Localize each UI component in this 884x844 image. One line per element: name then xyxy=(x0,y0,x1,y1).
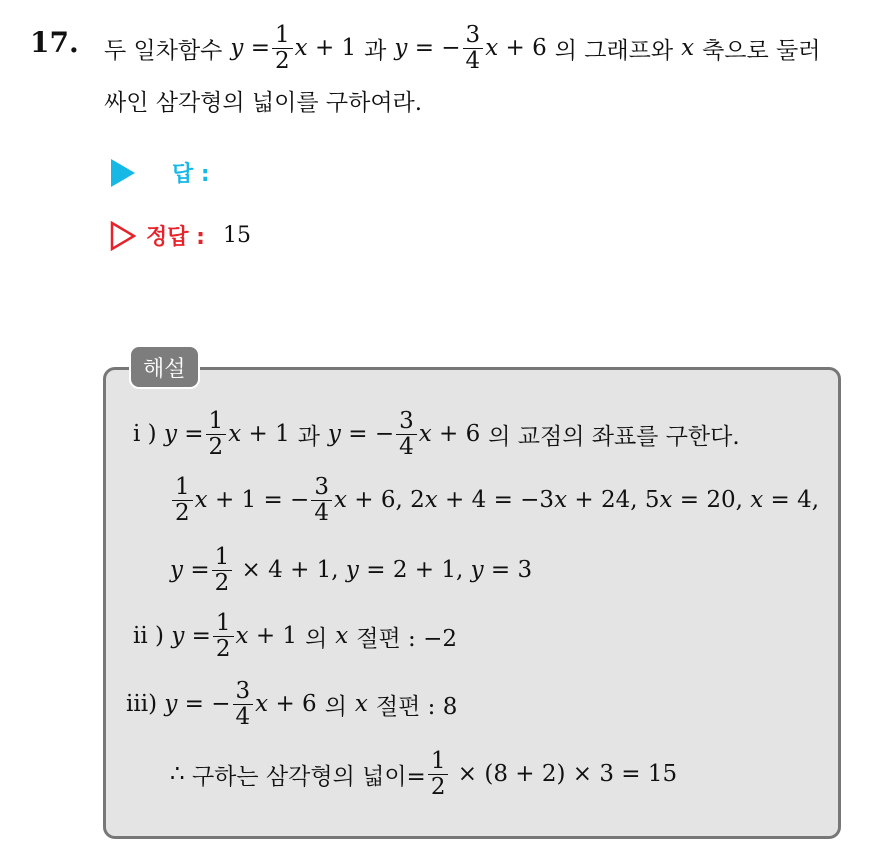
var-x: x xyxy=(554,487,568,513)
therefore-symbol: ∴ xyxy=(170,761,185,787)
expression: + 6 xyxy=(275,691,317,717)
question-text: 의 그래프와 xyxy=(554,37,674,64)
solution-text: 의 xyxy=(305,625,328,652)
expression: + 4 = −3 xyxy=(445,487,555,513)
numerator: 3 xyxy=(463,23,484,48)
numerator: 1 xyxy=(428,749,449,774)
var-x: x xyxy=(418,421,432,447)
numerator: 3 xyxy=(396,409,417,434)
var-y: y xyxy=(230,35,244,61)
play-icon xyxy=(110,158,136,188)
solution-step-1 xyxy=(133,404,740,464)
expression: + 1 xyxy=(248,421,290,447)
numerator: 3 xyxy=(311,475,332,500)
var-y: y xyxy=(164,691,178,717)
var-x: x xyxy=(659,487,673,513)
expression: + 6, 2 xyxy=(354,487,425,513)
denominator: 2 xyxy=(275,47,290,74)
expression: × (8 + 2) × 3 = 15 xyxy=(457,761,678,787)
fraction xyxy=(213,611,234,660)
fraction xyxy=(212,545,233,594)
question-text: 두 일차함수 xyxy=(104,37,223,64)
solution-text: 과 xyxy=(297,423,320,450)
var-y: y xyxy=(470,557,484,583)
numerator: 3 xyxy=(233,679,254,704)
solution-step-5 xyxy=(126,674,457,734)
correct-answer-row xyxy=(110,220,251,251)
solution-text: 절편 : −2 xyxy=(356,625,457,652)
var-x: x xyxy=(235,623,249,649)
numerator: 1 xyxy=(272,23,293,48)
expression: = 2 + 1, xyxy=(366,557,464,583)
var-y: y xyxy=(327,421,341,447)
solution-text: 구하는 삼각형의 넓이= xyxy=(191,763,426,790)
fraction xyxy=(272,23,293,72)
expression: + 6 xyxy=(439,421,481,447)
var-x: x xyxy=(681,35,695,61)
fraction xyxy=(396,409,417,458)
fraction xyxy=(311,475,332,524)
correct-answer-label: 정답 : xyxy=(146,225,205,250)
step-marker: ii ) xyxy=(133,623,164,649)
var-y: y xyxy=(394,35,408,61)
solution-text: 의 교점의 좌표를 구한다. xyxy=(488,423,740,450)
solution-step-4 xyxy=(133,606,457,666)
denominator: 4 xyxy=(465,47,481,74)
step-marker: iii) xyxy=(126,691,158,717)
fraction xyxy=(233,679,254,728)
answer-label: 답 : xyxy=(172,162,210,187)
denominator: 4 xyxy=(314,499,329,526)
denominator: 2 xyxy=(208,433,224,460)
fraction xyxy=(463,23,484,72)
equals: = − xyxy=(184,691,231,717)
answer-row xyxy=(110,157,228,188)
play-outline-icon xyxy=(110,221,136,251)
question-text: 과 xyxy=(364,37,387,64)
denominator: 4 xyxy=(235,703,251,730)
correct-answer-value: 15 xyxy=(222,223,251,248)
var-x: x xyxy=(354,691,368,717)
expression: × 4 + 1, xyxy=(241,557,339,583)
equals: = − xyxy=(348,421,395,447)
expression: + 1 = − xyxy=(214,487,310,513)
denominator: 2 xyxy=(430,773,446,800)
denominator: 2 xyxy=(215,635,231,662)
var-x: x xyxy=(335,623,349,649)
equals: = xyxy=(184,421,204,447)
numerator: 1 xyxy=(206,409,227,434)
solution-text: 절편 : 8 xyxy=(375,693,458,720)
expression: = 4, xyxy=(770,487,820,513)
expression: = 3 xyxy=(490,557,533,583)
var-x: x xyxy=(424,487,438,513)
denominator: 2 xyxy=(175,499,190,526)
expression: + 24, 5 xyxy=(574,487,660,513)
solution-step-2 xyxy=(170,470,819,530)
var-x: x xyxy=(485,35,499,61)
var-y: y xyxy=(171,623,185,649)
numerator: 1 xyxy=(212,545,233,570)
equals: = − xyxy=(414,35,461,61)
solution-text: 의 xyxy=(324,693,347,720)
expression: + 1 xyxy=(255,623,298,649)
var-x: x xyxy=(255,691,269,717)
numerator: 1 xyxy=(172,475,193,500)
var-y: y xyxy=(163,421,177,447)
var-x: x xyxy=(750,487,764,513)
var-x: x xyxy=(228,421,242,447)
expression: + 1 xyxy=(314,35,357,61)
numerator: 1 xyxy=(213,611,234,636)
fraction xyxy=(428,749,449,798)
equals: = xyxy=(190,557,210,583)
expression: + 6 xyxy=(505,35,547,61)
solution-step-3 xyxy=(170,540,532,600)
question-text: 축으로 둘러 xyxy=(702,37,821,64)
question-line-2: 싸인 삼각형의 넓이를 구하여라. xyxy=(104,90,423,116)
expression: = 20, xyxy=(679,487,743,513)
denominator: 4 xyxy=(399,433,414,460)
var-y: y xyxy=(170,557,183,583)
equals: = xyxy=(191,623,211,649)
fraction xyxy=(206,409,227,458)
question-number: 17. xyxy=(30,26,79,59)
var-x: x xyxy=(333,487,347,513)
equals: = xyxy=(250,35,270,61)
step-marker: i ) xyxy=(133,421,157,447)
denominator: 2 xyxy=(214,569,230,596)
solution-step-6 xyxy=(170,744,677,804)
var-x: x xyxy=(294,35,308,61)
var-x: x xyxy=(194,487,208,513)
fraction xyxy=(172,475,193,524)
var-y: y xyxy=(345,557,359,583)
question-line-1 xyxy=(104,20,821,76)
solution-tab: 해설 xyxy=(129,345,200,389)
